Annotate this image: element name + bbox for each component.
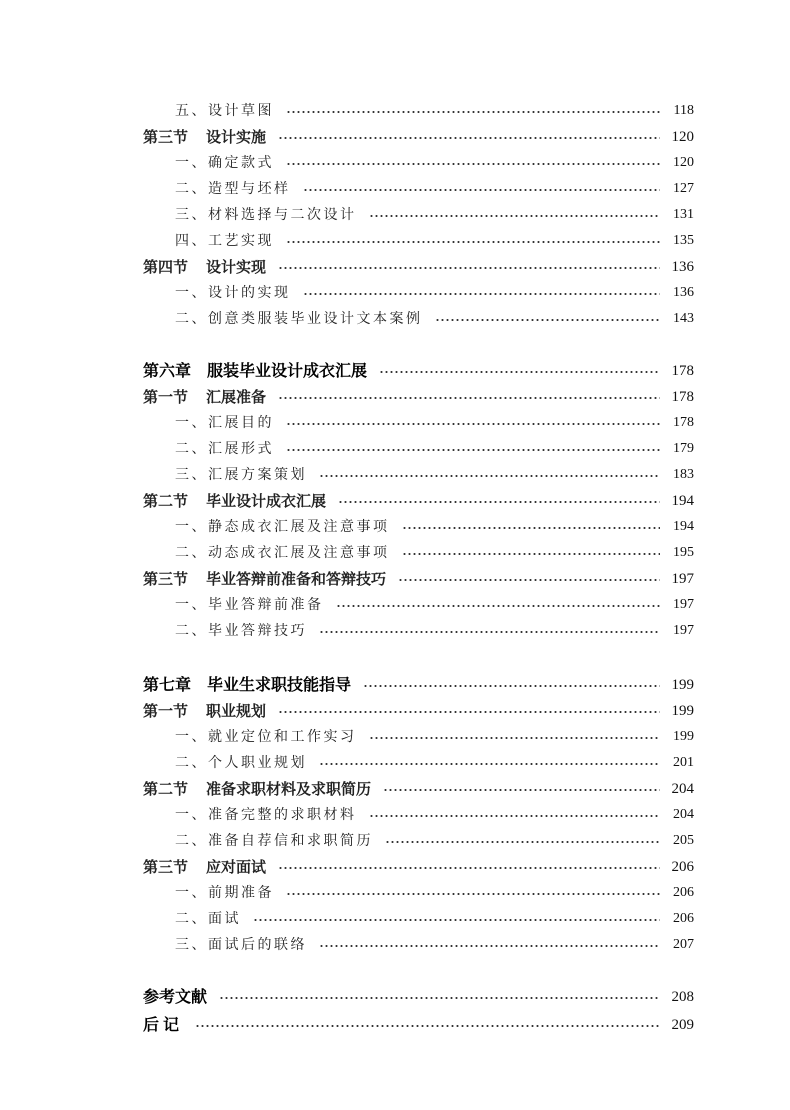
toc-entry (0, 176, 790, 202)
toc-chapter (0, 358, 790, 384)
page-number: 208 (671, 989, 694, 1005)
leader-dots (336, 605, 660, 607)
leader-dots (286, 163, 660, 165)
toc-title: 参考文献 (143, 987, 208, 1006)
page-number: 120 (671, 129, 694, 145)
leader-dots (219, 997, 660, 999)
page-number: 135 (673, 233, 694, 248)
toc-label: 三、材料选择与二次设计 (175, 207, 357, 223)
page-number: 127 (673, 181, 694, 196)
toc-entry (0, 514, 790, 540)
toc-label: 二、造型与坯样 (175, 181, 291, 197)
leader-dots (435, 319, 660, 321)
toc-label (143, 672, 352, 698)
toc-label: 五、设计草图 (175, 103, 274, 119)
toc-section-number: 第二节 (143, 780, 189, 798)
leader-dots (369, 737, 660, 739)
toc-label (143, 384, 267, 410)
leader-dots (278, 137, 660, 139)
toc-chapter (0, 672, 790, 698)
page-number: 197 (671, 571, 694, 587)
toc-section-number: 第一节 (143, 702, 189, 720)
toc-label: 二、汇展形式 (175, 441, 274, 457)
page-number: 183 (673, 467, 694, 482)
leader-dots (253, 919, 660, 921)
page-number: 178 (671, 389, 694, 405)
leader-dots (195, 1025, 660, 1027)
page-number: 199 (671, 703, 694, 719)
page-number: 209 (671, 1017, 694, 1033)
page-number: 207 (673, 937, 694, 952)
toc-section-number: 第三节 (143, 858, 189, 876)
page-number: 195 (673, 545, 694, 560)
page-number: 118 (673, 103, 694, 118)
page-number: 206 (671, 859, 694, 875)
leader-dots (286, 111, 660, 113)
toc-entry (0, 540, 790, 566)
toc-section-number: 第七章 (143, 675, 192, 694)
page-number: 204 (671, 781, 694, 797)
leader-dots (278, 711, 660, 713)
leader-dots (319, 631, 660, 633)
toc-entry (0, 724, 790, 750)
toc-entry (0, 462, 790, 488)
leader-dots (383, 789, 660, 791)
leader-dots (319, 763, 660, 765)
toc-title: 准备求职材料及求职简历 (206, 780, 372, 798)
toc-section-number: 第三节 (143, 128, 189, 146)
toc-title: 应对面试 (206, 858, 267, 876)
toc-label: 一、前期准备 (175, 885, 274, 901)
page-number: 197 (673, 623, 694, 638)
toc-label (143, 984, 207, 1010)
page-number: 194 (673, 519, 694, 534)
page-number: 131 (673, 207, 694, 222)
toc-label (143, 254, 267, 280)
toc-title: 服装毕业设计成衣汇展 (207, 361, 368, 380)
toc-label (143, 698, 267, 724)
page-number: 178 (673, 415, 694, 430)
leader-dots (319, 475, 660, 477)
toc-section (0, 698, 790, 724)
toc-label (143, 124, 267, 150)
toc-entry (0, 880, 790, 906)
toc-label: 二、毕业答辩技巧 (175, 623, 307, 639)
toc-chapter (0, 1012, 790, 1038)
toc-title: 设计实施 (206, 128, 267, 146)
toc-label: 三、汇展方案策划 (175, 467, 307, 483)
toc-section (0, 124, 790, 150)
leader-dots (385, 841, 660, 843)
leader-dots (278, 267, 660, 269)
toc-entry (0, 150, 790, 176)
leader-dots (338, 501, 660, 503)
toc-entry (0, 932, 790, 958)
leader-dots (363, 685, 660, 687)
toc-entry (0, 828, 790, 854)
toc-title: 毕业答辩前准备和答辩技巧 (206, 570, 387, 588)
toc-entry (0, 750, 790, 776)
toc-label: 一、汇展目的 (175, 415, 274, 431)
toc-label (143, 358, 368, 384)
page-number: 120 (673, 155, 694, 170)
leader-dots (286, 893, 660, 895)
toc-label: 二、个人职业规划 (175, 755, 307, 771)
page-number: 179 (673, 441, 694, 456)
toc-label: 二、准备自荐信和求职简历 (175, 833, 373, 849)
toc-section-number: 第六章 (143, 361, 192, 380)
toc-entry (0, 280, 790, 306)
page-number: 205 (673, 833, 694, 848)
toc-label: 一、设计的实现 (175, 285, 291, 301)
page-number: 206 (673, 911, 694, 926)
toc-label: 一、确定款式 (175, 155, 274, 171)
page-number: 136 (671, 259, 694, 275)
toc-label (143, 488, 327, 514)
toc-section (0, 776, 790, 802)
toc-entry (0, 410, 790, 436)
toc-title: 后记 (143, 1015, 184, 1034)
toc-label: 一、准备完整的求职材料 (175, 807, 357, 823)
page-number: 178 (671, 363, 694, 379)
toc-title: 汇展准备 (206, 388, 267, 406)
page-number: 201 (673, 755, 694, 770)
toc-title: 毕业设计成衣汇展 (206, 492, 327, 510)
leader-dots (303, 189, 660, 191)
toc-label (143, 854, 267, 880)
toc-section (0, 488, 790, 514)
toc-label: 四、工艺实现 (175, 233, 274, 249)
toc-label (143, 1012, 183, 1038)
toc-label (143, 776, 372, 802)
leader-dots (369, 815, 660, 817)
leader-dots (402, 527, 660, 529)
page-number: 199 (673, 729, 694, 744)
toc-section (0, 854, 790, 880)
toc-section (0, 566, 790, 592)
toc-title: 职业规划 (206, 702, 267, 720)
toc-chapter (0, 984, 790, 1010)
toc-label: 一、静态成衣汇展及注意事项 (175, 519, 390, 535)
toc-section-number: 第四节 (143, 258, 189, 276)
toc-title: 设计实现 (206, 258, 267, 276)
leader-dots (286, 449, 660, 451)
toc-label: 一、就业定位和工作实习 (175, 729, 357, 745)
toc-entry (0, 202, 790, 228)
toc-entry (0, 618, 790, 644)
toc-label: 二、面试 (175, 911, 241, 927)
toc-entry (0, 592, 790, 618)
toc-section (0, 254, 790, 280)
leader-dots (369, 215, 660, 217)
toc-label (143, 566, 387, 592)
leader-dots (402, 553, 660, 555)
page-number: 143 (673, 311, 694, 326)
toc-section-number: 第二节 (143, 492, 189, 510)
toc-entry (0, 306, 790, 332)
toc-label: 三、面试后的联络 (175, 937, 307, 953)
page-number: 194 (671, 493, 694, 509)
leader-dots (286, 241, 660, 243)
page-number: 197 (673, 597, 694, 612)
toc-label: 二、动态成衣汇展及注意事项 (175, 545, 390, 561)
leader-dots (278, 867, 660, 869)
page-number: 204 (673, 807, 694, 822)
page-number: 136 (673, 285, 694, 300)
toc-entry (0, 906, 790, 932)
toc-title: 毕业生求职技能指导 (207, 675, 352, 694)
toc-section-number: 第一节 (143, 388, 189, 406)
toc-section (0, 384, 790, 410)
toc-label: 二、创意类服装毕业设计文本案例 (175, 311, 423, 327)
page-number: 199 (671, 677, 694, 693)
toc-entry (0, 436, 790, 462)
leader-dots (303, 293, 660, 295)
toc-entry (0, 228, 790, 254)
leader-dots (398, 579, 660, 581)
page-number: 206 (673, 885, 694, 900)
leader-dots (286, 423, 660, 425)
leader-dots (319, 945, 660, 947)
toc-entry (0, 802, 790, 828)
leader-dots (278, 397, 660, 399)
toc-section-number: 第三节 (143, 570, 189, 588)
toc-label: 一、毕业答辩前准备 (175, 597, 324, 613)
leader-dots (379, 371, 660, 373)
toc-entry (0, 98, 790, 124)
